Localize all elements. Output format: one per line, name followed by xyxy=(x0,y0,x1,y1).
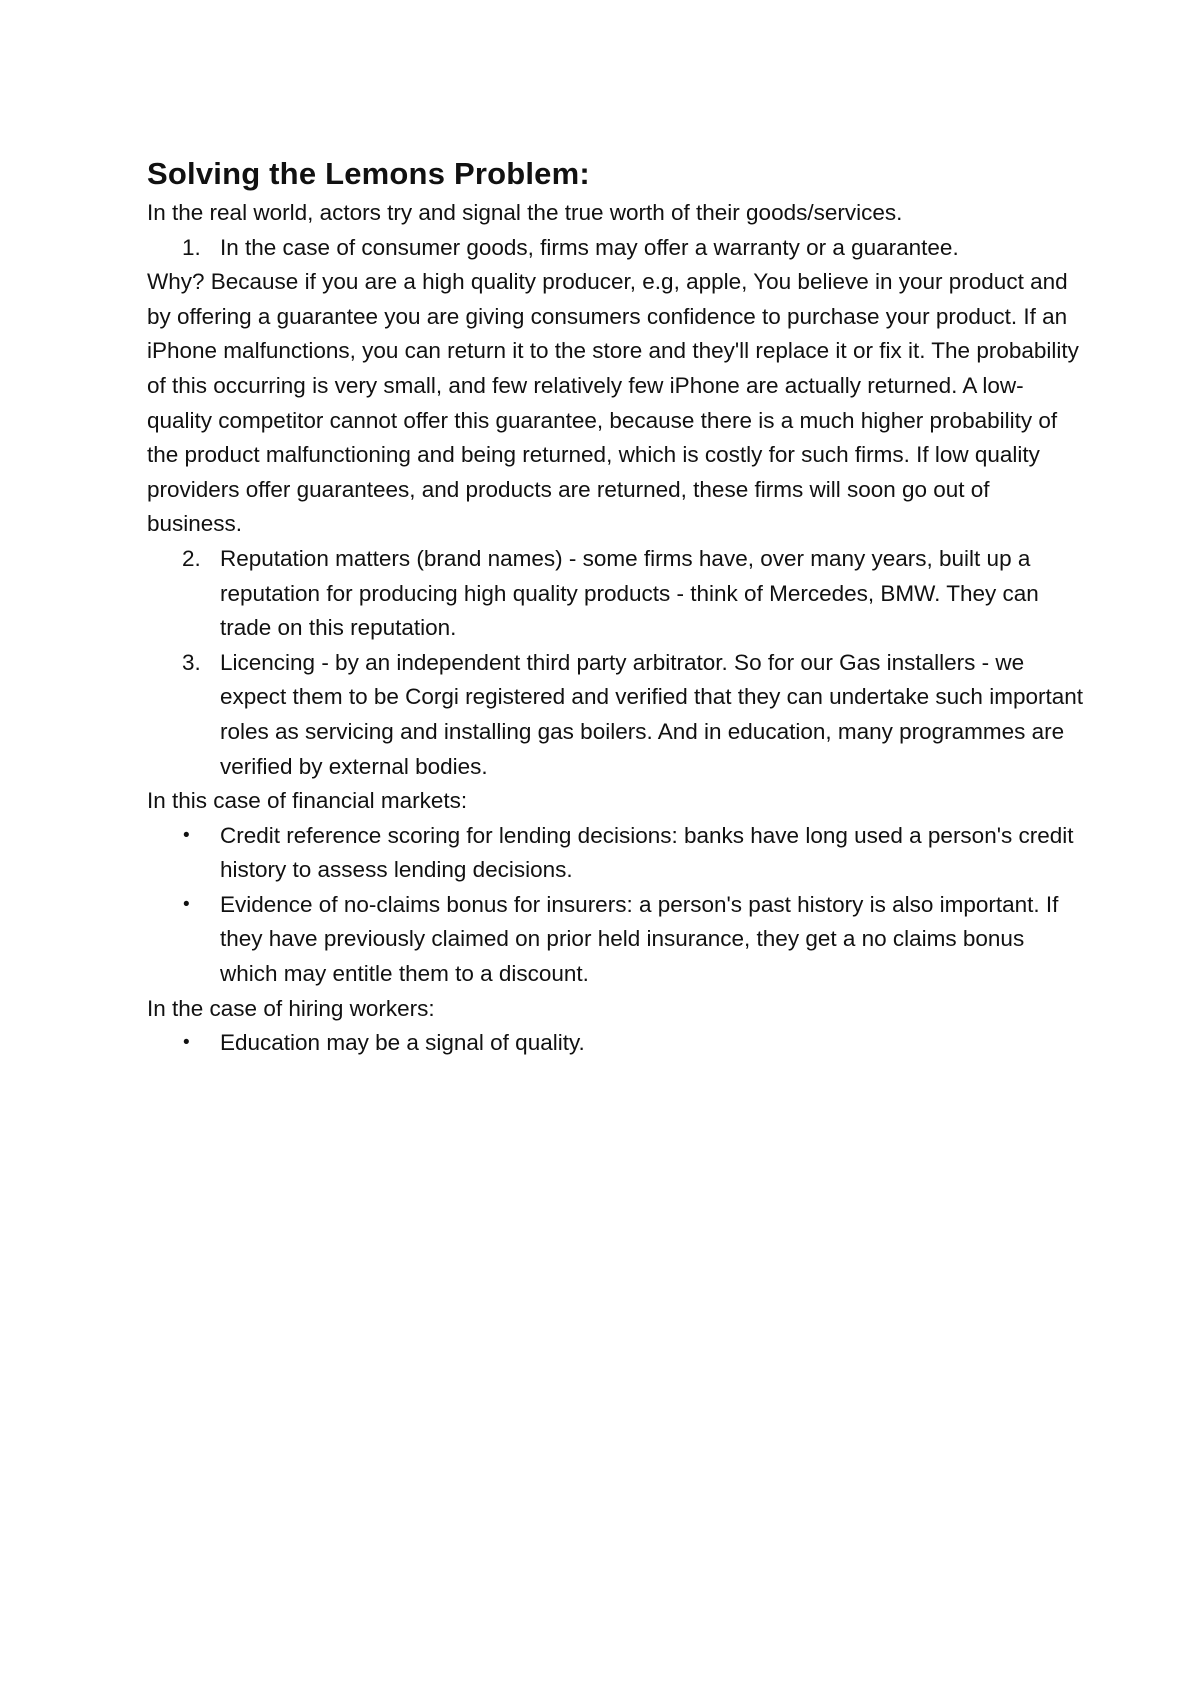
financial-markets-heading: In this case of financial markets: xyxy=(147,788,468,814)
list-item-text: Reputation matters (brand names) - some firms have, over many years, built up a reputation for producing high quality products - think of Mercedes, BMW. They can trade on this reputation. xyxy=(220,545,1039,641)
intro-paragraph: In the real world, actors try and signal the true worth of their goods/services. xyxy=(147,200,903,225)
numbered-list-b xyxy=(147,542,1087,784)
bullet-icon: • xyxy=(183,893,190,915)
list-item-text: Credit reference scoring for lending decisions: banks have long used a person's credit history to assess lending decisions. xyxy=(220,822,1074,883)
hiring-bullet-list xyxy=(147,1026,1087,1061)
list-item-text: Licencing - by an independent third party arbitrator. So for our Gas installers - we expect them to be Corgi registered and verified that they can undertake such important roles as servicing and installing gas boilers. And in education, many programmes are verified by external bodies. xyxy=(220,649,1083,779)
list-item-text: In the case of consumer goods, firms may offer a warranty or a guarantee. xyxy=(220,234,959,260)
why-paragraph: Why? Because if you are a high quality producer, e.g, apple, You believe in your product and by offering a guarantee you are giving consumers confidence to purchase your product. If an iPhone malfunctions, you can return it to the store and they'll replace it or fix it. The probability of this occurring is very small, and few relatively few iPhone are actually returned. A low-quality competitor cannot offer this guarantee, because there is a much higher probability of the product malfunctioning and being returned, which is costly for such firms. If low quality providers offer guarantees, and products are returned, these firms will soon go out of business. xyxy=(147,269,1079,537)
list-item xyxy=(147,1026,1087,1061)
list-item xyxy=(147,819,1087,888)
list-item xyxy=(147,231,1087,266)
bullet-icon: • xyxy=(183,824,190,846)
hiring-workers-heading: In the case of hiring workers: xyxy=(147,995,435,1021)
list-number: 1. xyxy=(182,234,201,260)
document-page xyxy=(147,150,1087,1061)
list-item-text: Evidence of no-claims bonus for insurers: a person's past history is also important. If they have previously claimed on prior held insurance, they get a no claims bonus which may entitle them to a discount. xyxy=(220,891,1059,987)
list-number: 2. xyxy=(182,545,201,571)
financial-bullet-list xyxy=(147,819,1087,992)
document-title: Solving the Lemons Problem: xyxy=(147,156,590,191)
bullet-icon: • xyxy=(183,1032,190,1054)
list-item-text: Education may be a signal of quality. xyxy=(220,1030,585,1056)
list-item xyxy=(147,646,1087,784)
list-number: 3. xyxy=(182,649,201,675)
list-item xyxy=(147,542,1087,646)
list-item xyxy=(147,888,1087,992)
numbered-list-a xyxy=(147,231,1087,266)
